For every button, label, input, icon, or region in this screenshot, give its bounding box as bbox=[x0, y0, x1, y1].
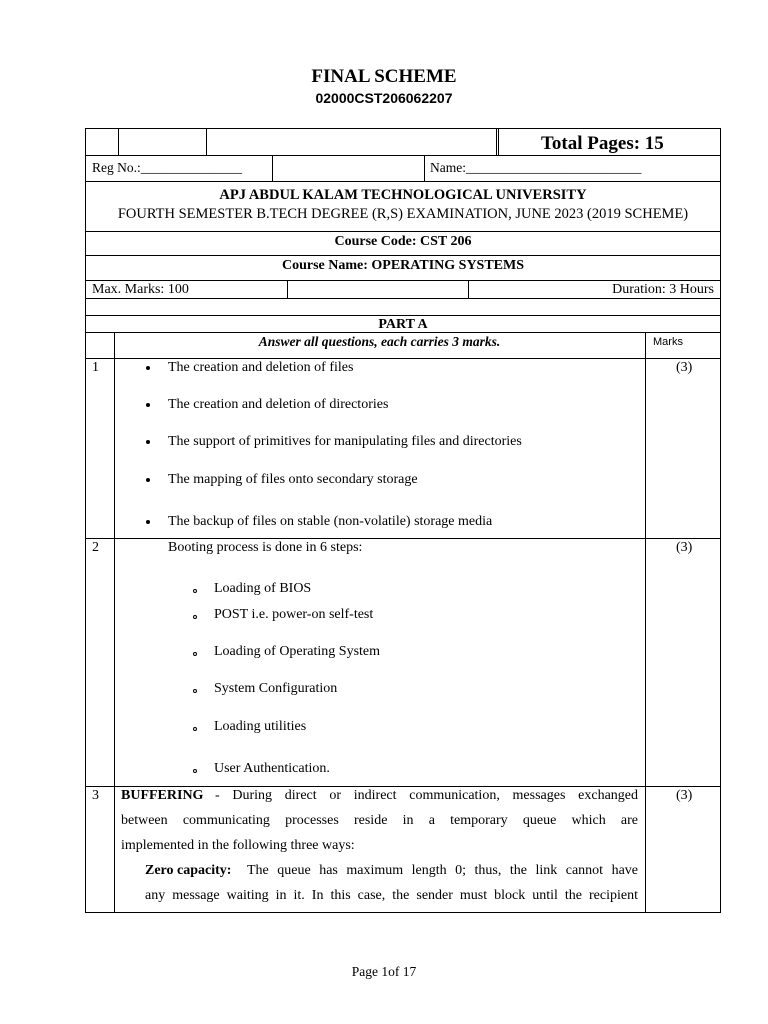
list-item: The mapping of files onto secondary storage bbox=[168, 472, 418, 487]
reg-no-field: Reg No.:_______________ bbox=[92, 160, 242, 175]
list-item: POST i.e. power-on self-test bbox=[214, 607, 374, 622]
document-code: 02000CST206062207 bbox=[315, 90, 453, 106]
question-marks: (3) bbox=[676, 360, 693, 375]
paragraph-line: The queue has maximum length 0; thus, the link cannot have bbox=[247, 863, 638, 878]
paragraph-line: implemented in the following three ways: bbox=[121, 838, 355, 853]
max-marks: Max. Marks: 100 bbox=[92, 282, 189, 297]
list-item: The creation and deletion of directories bbox=[168, 397, 389, 412]
zero-capacity-term: Zero capacity: bbox=[145, 863, 232, 878]
question-number: 3 bbox=[92, 788, 99, 803]
question-intro: Booting process is done in 6 steps: bbox=[168, 540, 363, 555]
page-number: Page 1of 17 bbox=[351, 964, 417, 979]
question-number: 1 bbox=[92, 360, 99, 375]
list-item: The backup of files on stable (non-volatile) storage media bbox=[168, 514, 493, 529]
circle-bullet-icon bbox=[193, 769, 197, 773]
circle-bullet-icon bbox=[193, 689, 197, 693]
duration: Duration: 3 Hours bbox=[612, 282, 714, 297]
list-item: The creation and deletion of files bbox=[168, 360, 354, 375]
bullet-icon bbox=[146, 403, 150, 407]
circle-bullet-icon bbox=[193, 615, 197, 619]
total-pages: Total Pages: 15 bbox=[541, 133, 664, 154]
bullet-icon bbox=[146, 478, 150, 482]
bullet-icon bbox=[146, 440, 150, 444]
circle-bullet-icon bbox=[193, 589, 197, 593]
name-field: Name:__________________________ bbox=[430, 160, 642, 175]
list-item: Loading utilities bbox=[214, 719, 307, 734]
exam-title: FOURTH SEMESTER B.TECH DEGREE (R,S) EXAMINATION, JUNE 2023 (2019 SCHEME) bbox=[117, 206, 689, 222]
bullet-icon bbox=[146, 520, 150, 524]
list-item: The support of primitives for manipulating files and directories bbox=[168, 434, 522, 449]
question-marks: (3) bbox=[676, 788, 693, 803]
buffering-term: BUFFERING bbox=[121, 788, 204, 803]
list-item: Loading of Operating System bbox=[214, 644, 381, 659]
marks-header: Marks bbox=[653, 336, 683, 348]
list-item: Loading of BIOS bbox=[214, 581, 312, 596]
circle-bullet-icon bbox=[193, 727, 197, 731]
question-marks: (3) bbox=[676, 540, 693, 555]
circle-bullet-icon bbox=[193, 652, 197, 656]
university-name: APJ ABDUL KALAM TECHNOLOGICAL UNIVERSITY bbox=[219, 187, 587, 203]
paragraph-line: any message waiting in it. In this case, the sender must block until the recipient bbox=[145, 888, 638, 903]
list-item: User Authentication. bbox=[214, 761, 330, 776]
part-a-title: PART A bbox=[378, 317, 428, 332]
course-name: Course Name: OPERATING SYSTEMS bbox=[281, 258, 525, 273]
part-a-instruction: Answer all questions, each carries 3 marks. bbox=[258, 334, 501, 349]
document-title: FINAL SCHEME bbox=[311, 66, 457, 87]
course-code: Course Code: CST 206 bbox=[334, 234, 472, 249]
paragraph-line: - During direct or indirect communication, messages exchanged bbox=[215, 788, 638, 803]
list-item: System Configuration bbox=[214, 681, 338, 696]
question-number: 2 bbox=[92, 540, 99, 555]
bullet-icon bbox=[146, 366, 150, 370]
paragraph-line: between communicating processes reside in a temporary queue which are bbox=[121, 813, 638, 828]
